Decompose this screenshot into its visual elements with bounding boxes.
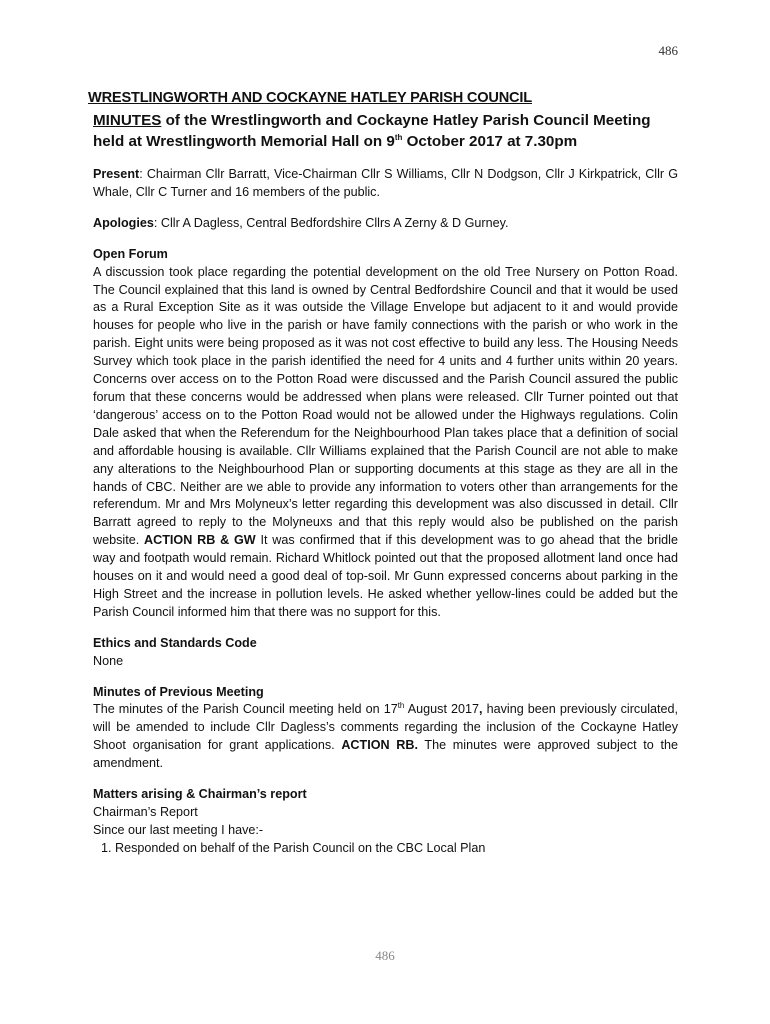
matters-heading: Matters arising & Chairman’s report — [93, 787, 307, 802]
previous-minutes-text-d: The minutes were approved subject to the amendment. — [93, 738, 678, 771]
ethics-heading: Ethics and Standards Code — [93, 635, 257, 650]
minutes-word: MINUTES — [93, 112, 162, 129]
apologies-label: Apologies — [93, 215, 154, 230]
meeting-date-suffix: th — [394, 132, 403, 142]
council-title: WRESTLINGWORTH AND COCKAYNE HATLEY PARISH COUNCIL — [88, 90, 532, 106]
open-forum-text — [93, 264, 678, 622]
previous-minutes-action: ACTION RB. — [341, 738, 418, 753]
list-item: 1. Responded on behalf of the Parish Council on the CBC Local Plan — [115, 840, 678, 858]
apologies-section — [93, 215, 678, 233]
previous-minutes-text — [93, 701, 678, 773]
since-last-meeting: Since our last meeting I have:- — [93, 822, 264, 837]
open-forum-action: ACTION RB & GW — [144, 533, 256, 548]
page-number-bottom: 486 — [375, 948, 395, 963]
page-number-top: 486 — [658, 43, 678, 58]
chairman-actions-list — [93, 840, 678, 858]
meeting-title-end: October 2017 at 7.30pm — [402, 133, 578, 150]
present-text: : Chairman Cllr Barratt, Vice-Chairman Cllr S Williams, Cllr N Dodgson, Cllr J Kirkpatrick, Cllr G Whale, Cllr C Turner and 16 members of the public. — [93, 167, 678, 199]
chairmans-report-label: Chairman’s Report — [93, 805, 198, 819]
previous-minutes-heading: Minutes of Previous Meeting — [93, 684, 264, 699]
document-body — [88, 90, 679, 858]
present-section — [93, 166, 678, 202]
open-forum-heading: Open Forum — [93, 246, 168, 261]
meeting-title-text: of the Wrestlingworth and Cockayne Hatley Parish Council Meeting held at Wrestlingworth Memorial Hall on 9 — [93, 112, 651, 150]
ethics-text: None — [93, 653, 124, 668]
open-forum-text-part1: A discussion took place regarding the potential development on the old Tree Nursery on Potton Road. The Council explained that this land is owned by Central Bedfordshire Council and that it would be used as a Rural Exception Site as it was outside the Village Envelope but adjacent to it and would provide houses for people who live in the parish or have family connections with the parish or who work in the parish. Eight units were being proposed as it was not cost effective to build any less. The Housing Needs Survey which took place in the parish identified the need for 4 units and 4 further units within 20 years. Concerns over access on to the Potton Road were discussed and the Parish Council assured the public forum that these concerns would be addressed when plans were released. Cllr Turner pointed out that ‘dangerous’ access on to the Potton Road would not be allowed under the Highways regulations. Colin Dale asked that when the Referendum for the Neighbourhood Plan takes place that a definition of social and affordable housing is available. Cllr Williams explained that the Parish Council are not able to make any alterations to the Neighbourhood Plan or supporting documents at this stage as they are all in the hands of CBC. Neither are we able to provide any information to voters other than arrangements for the referendum. Mr and Mrs Molyneux’s letter regarding this development was also discussed in detail. Cllr Barratt agreed to reply to the Molyneuxs and that this reply would also be published on the parish website. — [93, 264, 678, 548]
previous-minutes-text-a: The minutes of the Parish Council meeting held on 17 — [93, 702, 398, 717]
present-label: Present — [93, 167, 140, 181]
previous-minutes-date-suffix: th — [397, 701, 405, 711]
open-forum-text-part2: It was confirmed that if this development was to go ahead that the bridle way and footpath would remain. Richard Whitlock pointed out that the proposed allotment land once had houses on it and would need a good deal of top-soil. Mr Gunn expressed concerns about parking in the High Street and the increase in pollution levels. He asked whether yellow-lines could be added but the Parish Council informed him that there was no support for this. — [93, 533, 678, 619]
apologies-text: : Cllr A Dagless, Central Bedfordshire Cllrs A Zerny & D Gurney. — [153, 215, 509, 230]
previous-minutes-comma: , — [479, 702, 483, 717]
meeting-title — [93, 110, 678, 152]
previous-minutes-text-c: having been previously circulated, will be amended to include Cllr Dagless’s comments regarding the inclusion of the Cockayne Hatley Shoot organisation for grant applications. — [93, 702, 679, 753]
previous-minutes-text-b: August 2017 — [404, 702, 480, 717]
